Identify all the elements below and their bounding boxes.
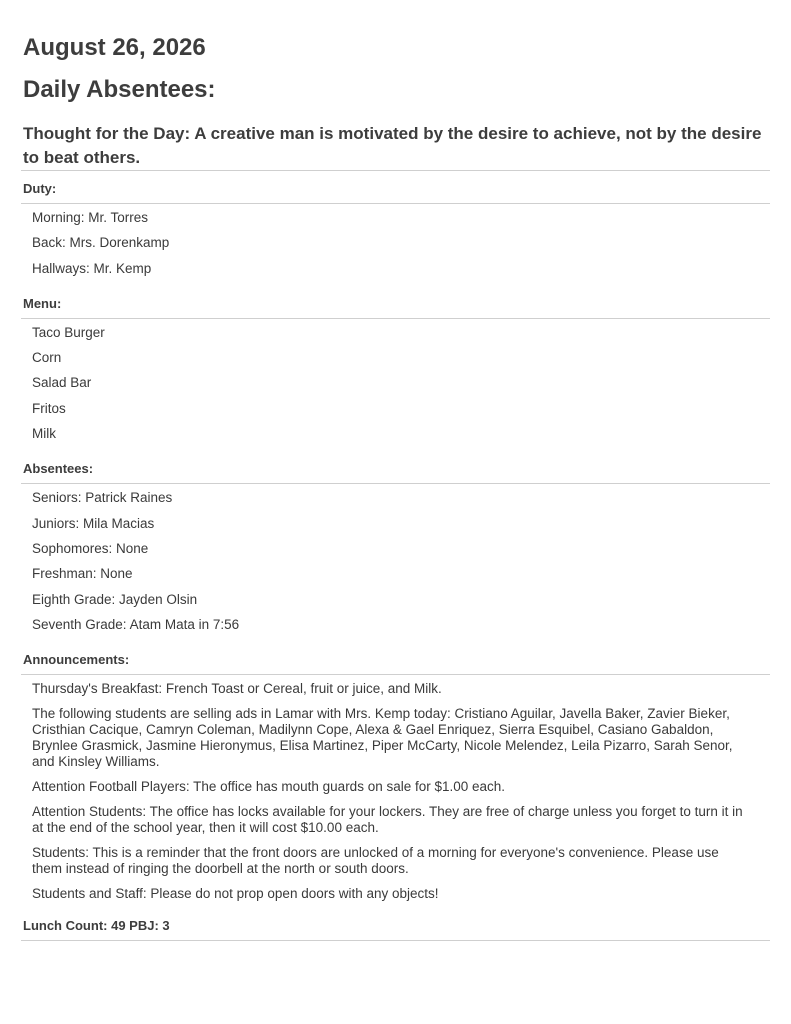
absentee-item: Seventh Grade: Atam Mata in 7:56 (32, 616, 240, 632)
announcement-item: The following students are selling ads in Lamar with Mrs. Kemp today: Cristiano Aguilar, Javella Baker, Zavier Bieker, Cristhian Cacique, Camryn Coleman, Madilynn Cope, Alexa & Gael Enriquez, Sierra Esquibel, Casiano Gabaldon, Brynlee Grasmick, Jasmine Hieronymus, Elisa Martinez, Piper McCarty, Nicole Melendez, Leila Pizarro, Sarah Senor, and Kinsley Williams. (32, 706, 733, 770)
menu-item: Corn (32, 350, 62, 366)
absentee-item: Juniors: Mila Macias (32, 515, 155, 531)
menu-item: Taco Burger (32, 324, 105, 340)
announcement-item: Students: This is a reminder that the front doors are unlocked of a morning for everyone's convenience. Please use them instead of ringing the doorbell at the north or south doors. (32, 845, 719, 877)
duty-list (21, 204, 770, 286)
menu-item: Salad Bar (32, 375, 92, 391)
duty-item: Morning: Mr. Torres (32, 210, 149, 225)
duty-item: Back: Mrs. Dorenkamp (32, 235, 170, 251)
announcement-item: Students and Staff: Please do not prop open doors with any objects! (32, 886, 439, 902)
announcements-heading: Announcements: (21, 642, 770, 675)
announcement-item: Attention Students: The office has locks available for your lockers. They are free of charge unless you forget to turn it in at the end of the school year, then it will cost $10.00 each. (32, 804, 743, 836)
page-title: Daily Absentees: (23, 76, 216, 103)
duty-heading: Duty: (21, 171, 770, 204)
absentees-heading: Absentees: (21, 451, 770, 484)
absentees-list (21, 484, 770, 642)
announcements-list (21, 675, 770, 911)
menu-item: Milk (32, 426, 56, 442)
absentee-item: Freshman: None (32, 566, 133, 582)
absentee-item: Seniors: Patrick Raines (32, 490, 173, 506)
menu-heading: Menu: (21, 286, 770, 319)
menu-item: Fritos (32, 400, 66, 416)
page-date: August 26, 2026 (23, 34, 206, 61)
announcement-item: Thursday's Breakfast: French Toast or Cereal, fruit or juice, and Milk. (32, 681, 442, 697)
menu-list (21, 319, 770, 451)
lunch-count: Lunch Count: 49 PBJ: 3 (21, 911, 770, 941)
thought-for-the-day: Thought for the Day: A creative man is motivated by the desire to achieve, not by the desire to beat others. (21, 122, 770, 171)
announcement-item: Attention Football Players: The office has mouth guards on sale for $1.00 each. (32, 779, 506, 795)
absentee-item: Eighth Grade: Jayden Olsin (32, 591, 198, 607)
absentee-item: Sophomores: None (32, 540, 149, 556)
duty-item: Hallways: Mr. Kemp (32, 260, 152, 276)
